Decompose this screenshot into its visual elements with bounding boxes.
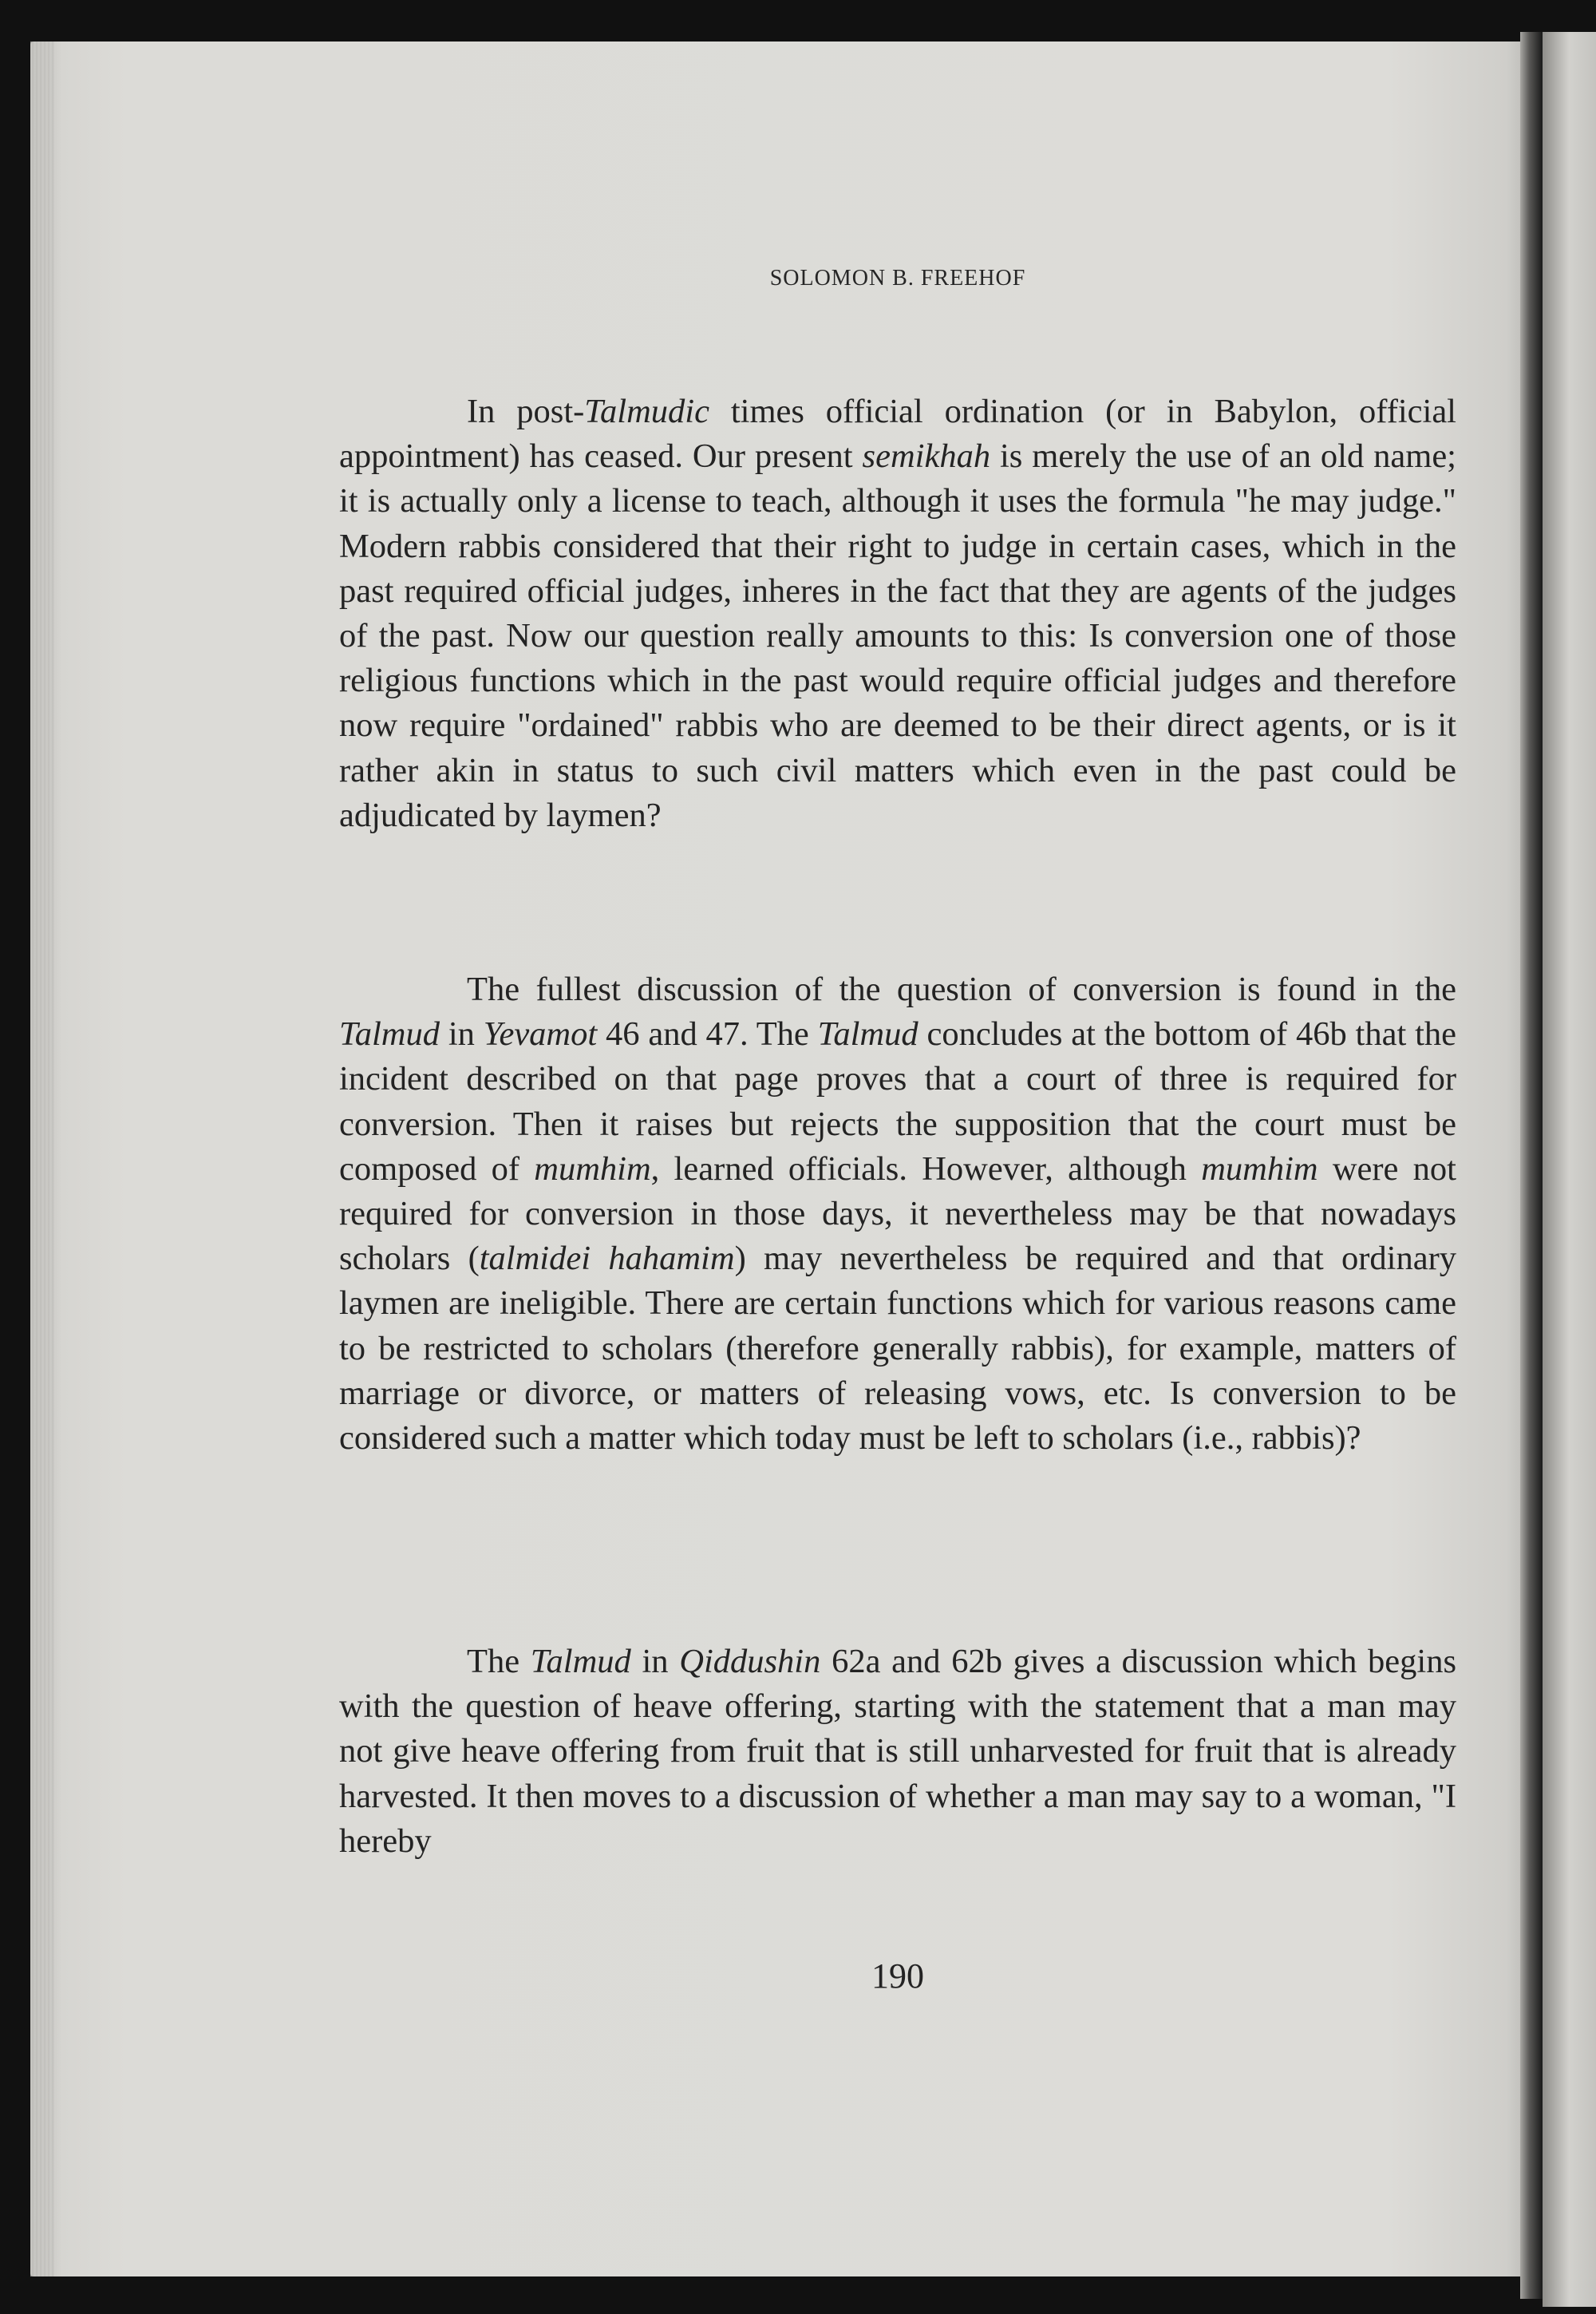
- italic-term: talmidei hahamim: [479, 1240, 735, 1278]
- text-run: times official ordination (or in Babylon, official appointment) has ceased. Our present: [339, 393, 1456, 476]
- text-run: concludes at the bottom of 46b that the incident described on that page proves that a court of three is required for conversion. Then it raises but rejects the supposition that the court must be composed of: [339, 1015, 1456, 1188]
- italic-term: mumhim: [534, 1149, 651, 1188]
- text-run: is merely the use of an old name; it is actually only a license to teach, although it uses the formula "he may judge." Modern rabbis considered that their right to judge in certain cases, which in the past required official judges, inheres in the fact that they are agents of the judges of the past. Now our question really amounts to this: Is conversion one of those religious functions which in the past would require official judges and therefore now require "ordained" rabbis who are deemed to be their direct agents, or is it rather akin in status to such civil matters which even in the past could be adjudicated by laymen?: [339, 437, 1456, 834]
- italic-term: semikhah: [862, 437, 991, 476]
- text-run: The fullest discussion of the question of conversion is found in the: [467, 971, 1456, 1008]
- paragraph: [339, 390, 1456, 838]
- book-gutter: [1520, 32, 1543, 2299]
- italic-term: Talmud: [817, 1015, 918, 1054]
- page-edges: [30, 42, 54, 2276]
- text-run: ) may nevertheless be required and that ordinary laymen are ineligible. There are certain functions which for various reasons came to be restricted to scholars (therefore generally rabbis), for example, matters of marriage or divorce, or matters of releasing vows, etc. Is conversion to be considered such a matter which today must be left to scholars (i.e., rabbis)?: [339, 1240, 1456, 1458]
- text-run: were not required for conversion in those days, it nevertheless may be that nowadays scholars (: [339, 1149, 1456, 1278]
- italic-term: Talmud: [339, 1015, 440, 1054]
- italic-term: Talmudic: [584, 393, 709, 430]
- italic-term: mumhim: [1201, 1149, 1318, 1188]
- facing-page-edge: [1543, 32, 1596, 2307]
- paragraph: [339, 1640, 1456, 1864]
- text-run: The: [467, 1643, 531, 1680]
- italic-term: Qiddushin: [679, 1643, 821, 1680]
- text-run: in: [630, 1643, 680, 1680]
- paragraph: [339, 967, 1456, 1461]
- text-run: in: [440, 1015, 484, 1054]
- text-run: In post-: [467, 393, 585, 430]
- running-head: SOLOMON B. FREEHOF: [769, 266, 1026, 291]
- text-run: 62a and 62b gives a discussion which begins with the question of heave offering, starting with the statement that a man may not give heave offering from fruit that is still unharvested for fruit that is already harvested. It then moves to a discussion of whether a man may say to a woman, "I hereby: [339, 1643, 1456, 1860]
- text-run: 46 and 47. The: [597, 1015, 818, 1054]
- italic-term: Talmud: [530, 1643, 631, 1680]
- text-run: , learned officials. However, although: [650, 1149, 1202, 1188]
- italic-term: Yevamot: [483, 1015, 598, 1054]
- page-number: 190: [871, 1956, 924, 1996]
